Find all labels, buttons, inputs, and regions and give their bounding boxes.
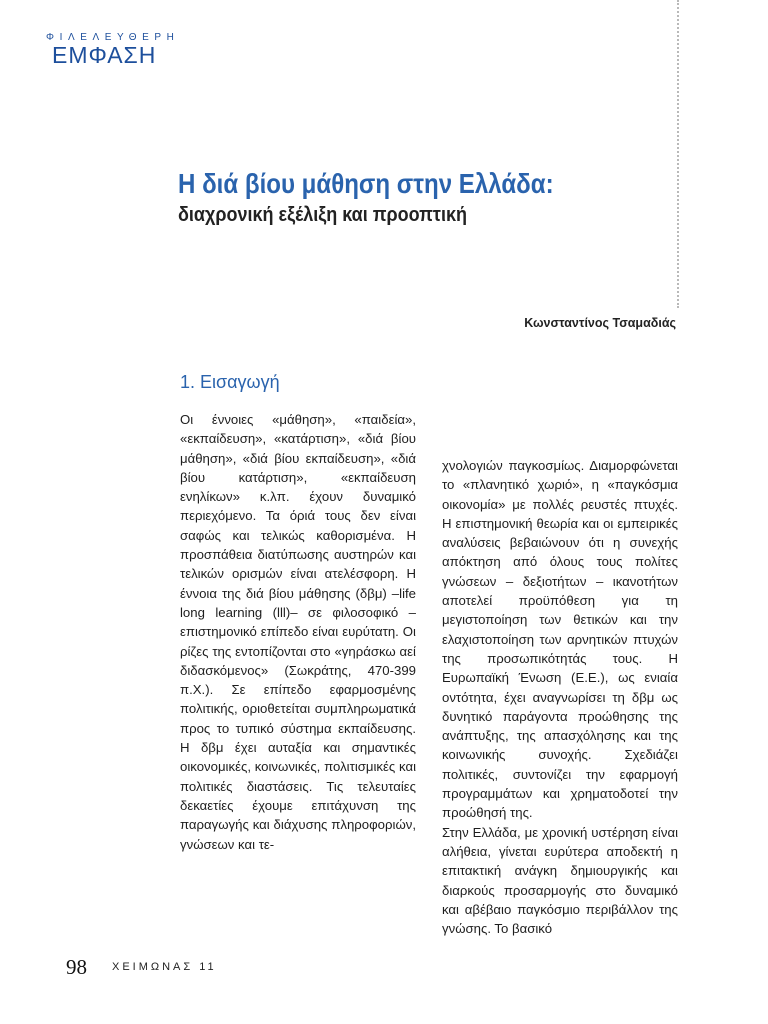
magazine-logo-name: ΕΜΦΑΣΗ xyxy=(52,42,157,68)
column2-paragraph-1: χνολογιών παγκοσμίως. Διαμορφώνεται το «πλανητικό χωριό», η «παγκόσμια οικονομία» με πολλές ρευστές πτυχές. Η επιστημονική θεωρία και οι εμπειρικές αναλύσεις βεβαιώνουν ότι η συνεχής απόκτηση από όλους τους πολίτες γνώσεων – δεξιοτήτων – ικανοτήτων αποτελεί προϋπόθεση για τη μεγιστοποίηση των θετικών και την ελαχιστοποίηση των αρνητικών πτυχών της προσωπικότητάς τους. Η Ευρωπαϊκή Ένωση (Ε.Ε.), ως ενιαία οντότητα, έχει αναγνωρίσει τη δβμ ως δυνητικό παράγοντα προώθησης της ανάπτυξης, της απασχόλησης και της κοινωνικής συνοχής. Σχεδιάζει πολιτικές, συντονίζει την εφαρμογή προγραμμάτων και χρηματοδοτεί την προώθησή της. xyxy=(442,458,678,821)
column1-paragraph: Οι έννοιες «μάθηση», «παιδεία», «εκπαίδευση», «κατάρτιση», «διά βίου μάθηση», «διά βίου εκπαίδευση», «διά βίου κατάρτιση», «εκπαίδευση ενηλίκων» κ.λπ. έχουν δυναμικό περιεχόμενο. Τα όριά τους δεν είναι σαφώς και τελικώς καθορισμένα. Η προσπάθεια διατύπωσης αυστηρών και τελικών ορισμών είναι ατελέσφορη. Η έννοια της διά βίου μάθησης (δβμ) –life long learning (lll)– σε φιλοσοφικό – επιστημονικό επίπεδο είναι ευρύτατη. Οι ρίζες της εντοπίζονται στο «γηράσκω αεί διδασκόμενος» (Σωκράτης, 470-399 π.Χ.). Σε επίπεδο εφαρμοσμένης πολιτικής, οριοθετείται συμπληρωματικά προς το τυπικό σύστημα εκπαίδευσης. Η δβμ έχει αυταξία και σημαντικές οικονομικές, κοινωνικές, πολιτισμικές και πολιτικές διαστάσεις. Τις τελευταίες δεκαετίες έχουμε επιτάχυνση της παραγωγής και διάχυσης πληροφοριών, γνώσεων και τε- xyxy=(180,412,416,852)
text-column-2 xyxy=(442,456,678,938)
page-number: 98 xyxy=(66,955,87,979)
magazine-supertitle: ΦΙΛΕΛΕΥΘΕΡΗ xyxy=(46,32,180,43)
dotted-divider xyxy=(677,0,679,308)
issue-label: ΧΕΙΜΩΝΑΣ 11 xyxy=(112,961,217,973)
column2-paragraph-2: Στην Ελλάδα, με χρονική υστέρηση είναι αλήθεια, γίνεται ευρύτερα αποδεκτή η επιτακτική ανάγκη δημιουργικής και διαρκούς προσαρμογής στο δυναμικό και αβέβαιο παγκόσμιο περιβάλλον της γνώσης. Το βασικό xyxy=(442,824,678,937)
text-column-1 xyxy=(180,410,416,854)
article-subtitle: διαχρονική εξέλιξη και προοπτική xyxy=(178,204,467,226)
section-heading: 1. Εισαγωγή xyxy=(180,372,280,392)
article-title: Η διά βίου μάθηση στην Ελλάδα: xyxy=(178,168,554,199)
article-author: Κωνσταντίνος Τσαμαδιάς xyxy=(524,316,676,330)
